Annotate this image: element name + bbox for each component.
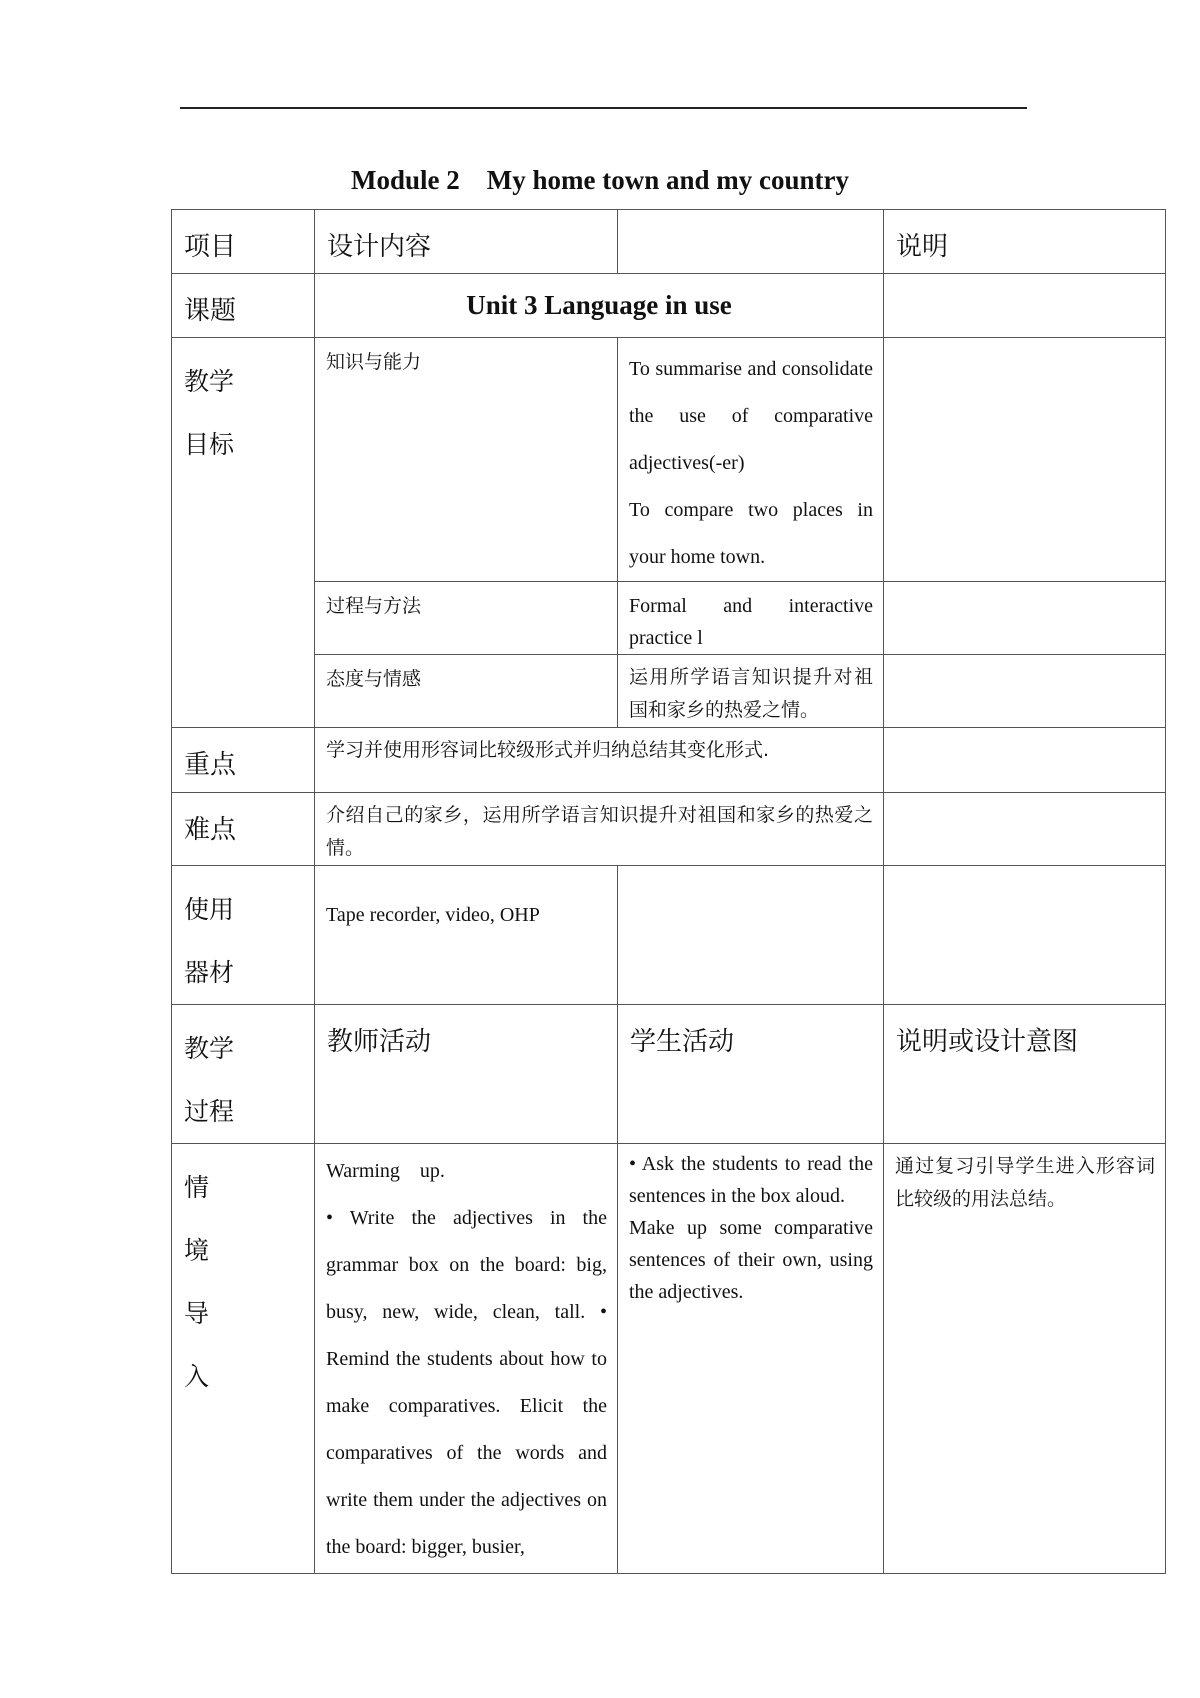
header-rule [180,107,1027,109]
key-points-text: 学习并使用形容词比较级形式并归纳总结其变化形式. [326,739,770,761]
procedure-teacher-header: 教师活动 [327,1027,432,1057]
page-title: Module 2 My home town and my country [351,165,849,195]
header-item: 项目 [184,232,237,262]
lesson-plan-table [171,209,1166,1574]
difficulties-label: 难点 [184,815,237,845]
procedure-header-row [172,1005,1166,1144]
header-blank [618,210,883,226]
materials-row [172,866,1166,1005]
difficulties-row [172,793,1166,866]
objectives-knowledge-row [172,338,1166,582]
lead-in-row [172,1144,1166,1574]
objectives-process-row [172,582,1166,655]
attitude-text: 运用所学语言知识提升对祖国和家乡的热爱之情。 [629,666,873,721]
process-text: Formal and interactive practice l [629,595,873,649]
knowledge-text: To summarise and consolidate the use of comparative adjectives(-er) To compare two places in your home town. [629,358,873,568]
procedure-intent-header: 说明或设计意图 [896,1027,1079,1057]
materials-label: 使用 器材 [184,895,235,987]
header-content: 设计内容 [327,232,432,262]
objectives-attitude-row [172,655,1166,728]
topic-label: 课题 [184,296,237,326]
procedure-label: 教学 过程 [184,1034,235,1126]
difficulties-text: 介绍自己的家乡，运用所学语言知识提升对祖国和家乡的热爱之情。 [326,804,873,859]
lead-in-label: 情 境 导 入 [184,1173,210,1391]
header-note: 说明 [896,232,949,262]
procedure-student-header: 学生活动 [630,1027,735,1057]
header-row [172,210,1166,274]
process-label: 过程与方法 [326,595,422,617]
lead-in-student-activity: • Ask the students to read the sentences in the box aloud. Make up some comparative sentences of their own, using the adjectives. [629,1153,873,1303]
key-points-label: 重点 [184,750,237,780]
topic-value: Unit 3 Language in use [466,290,732,320]
materials-text: Tape recorder, video, OHP [326,904,540,926]
key-points-row [172,728,1166,793]
topic-row [172,274,1166,338]
lead-in-teacher-activity: Warming up. • Write the adjectives in the grammar box on the board: big, busy, new, wide, clean, tall. • Remind the students about how to make comparatives. Elicit the comparatives of the words and write them under the adjectives on the board: bigger, busier, [326,1160,607,1558]
lead-in-intent: 通过复习引导学生进入形容词比较级的用法总结。 [895,1155,1155,1210]
objectives-label: 教学 目标 [184,367,235,459]
knowledge-label: 知识与能力 [326,351,422,373]
attitude-label: 态度与情感 [326,668,422,690]
